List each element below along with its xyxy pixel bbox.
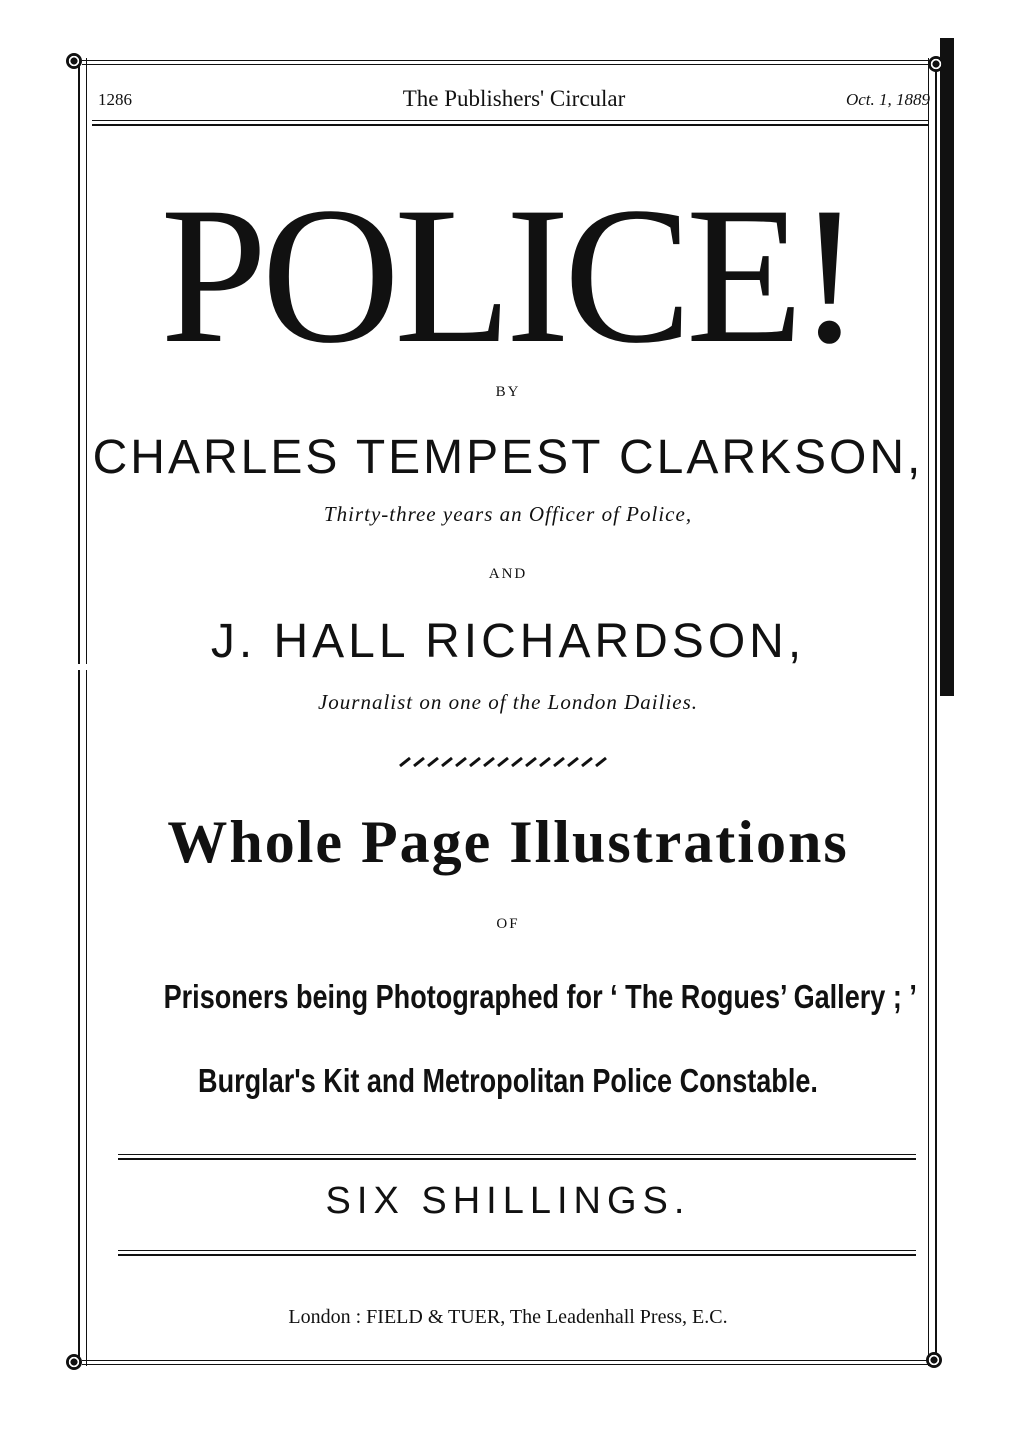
price-rule-bottom — [118, 1250, 916, 1256]
frame-left-rule — [78, 58, 87, 664]
price: SIX SHILLINGS. — [325, 1180, 691, 1222]
corner-ornament-icon — [66, 1354, 82, 1370]
running-head — [98, 86, 930, 116]
author-description: Journalist on one of the London Dailies. — [317, 690, 699, 714]
corner-ornament-icon — [928, 56, 944, 72]
corner-ornament-icon — [66, 53, 82, 69]
by-label: BY — [495, 384, 521, 400]
and-label: AND — [488, 566, 528, 582]
illustration-caption: Burglar's Kit and Metropolitan Police Constable. — [198, 1062, 818, 1099]
price-rule-top — [118, 1154, 916, 1160]
page-edge-shadow — [940, 38, 954, 696]
of-label: OF — [496, 916, 520, 932]
author-name: J. HALL RICHARDSON, — [210, 615, 806, 668]
frame-top-rule — [82, 60, 932, 65]
author-name: CHARLES TEMPEST CLARKSON, — [92, 431, 924, 484]
frame-bottom-rule — [82, 1360, 932, 1365]
advert-title: POLICE! — [160, 167, 856, 384]
author-description: Thirty-three years an Officer of Police, — [323, 502, 693, 526]
illustrations-heading: Whole Page Illustrations — [167, 809, 849, 875]
illustration-caption: Prisoners being Photographed for ‘ The Rogues’ Gallery ; ’ — [163, 978, 917, 1015]
publisher-imprint: London : FIELD & TUER, The Leadenhall Press, E.C. — [288, 1306, 728, 1328]
dash-ornament-icon — [398, 756, 614, 768]
header-rule — [92, 120, 928, 126]
frame-right-rule — [928, 58, 937, 1366]
page-number: 1286 — [98, 90, 132, 109]
frame-left-rule-lower — [78, 670, 87, 1366]
publication-title: The Publishers' Circular — [402, 86, 626, 111]
corner-ornament-icon — [926, 1352, 942, 1368]
issue-date: Oct. 1, 1889 — [845, 90, 930, 109]
